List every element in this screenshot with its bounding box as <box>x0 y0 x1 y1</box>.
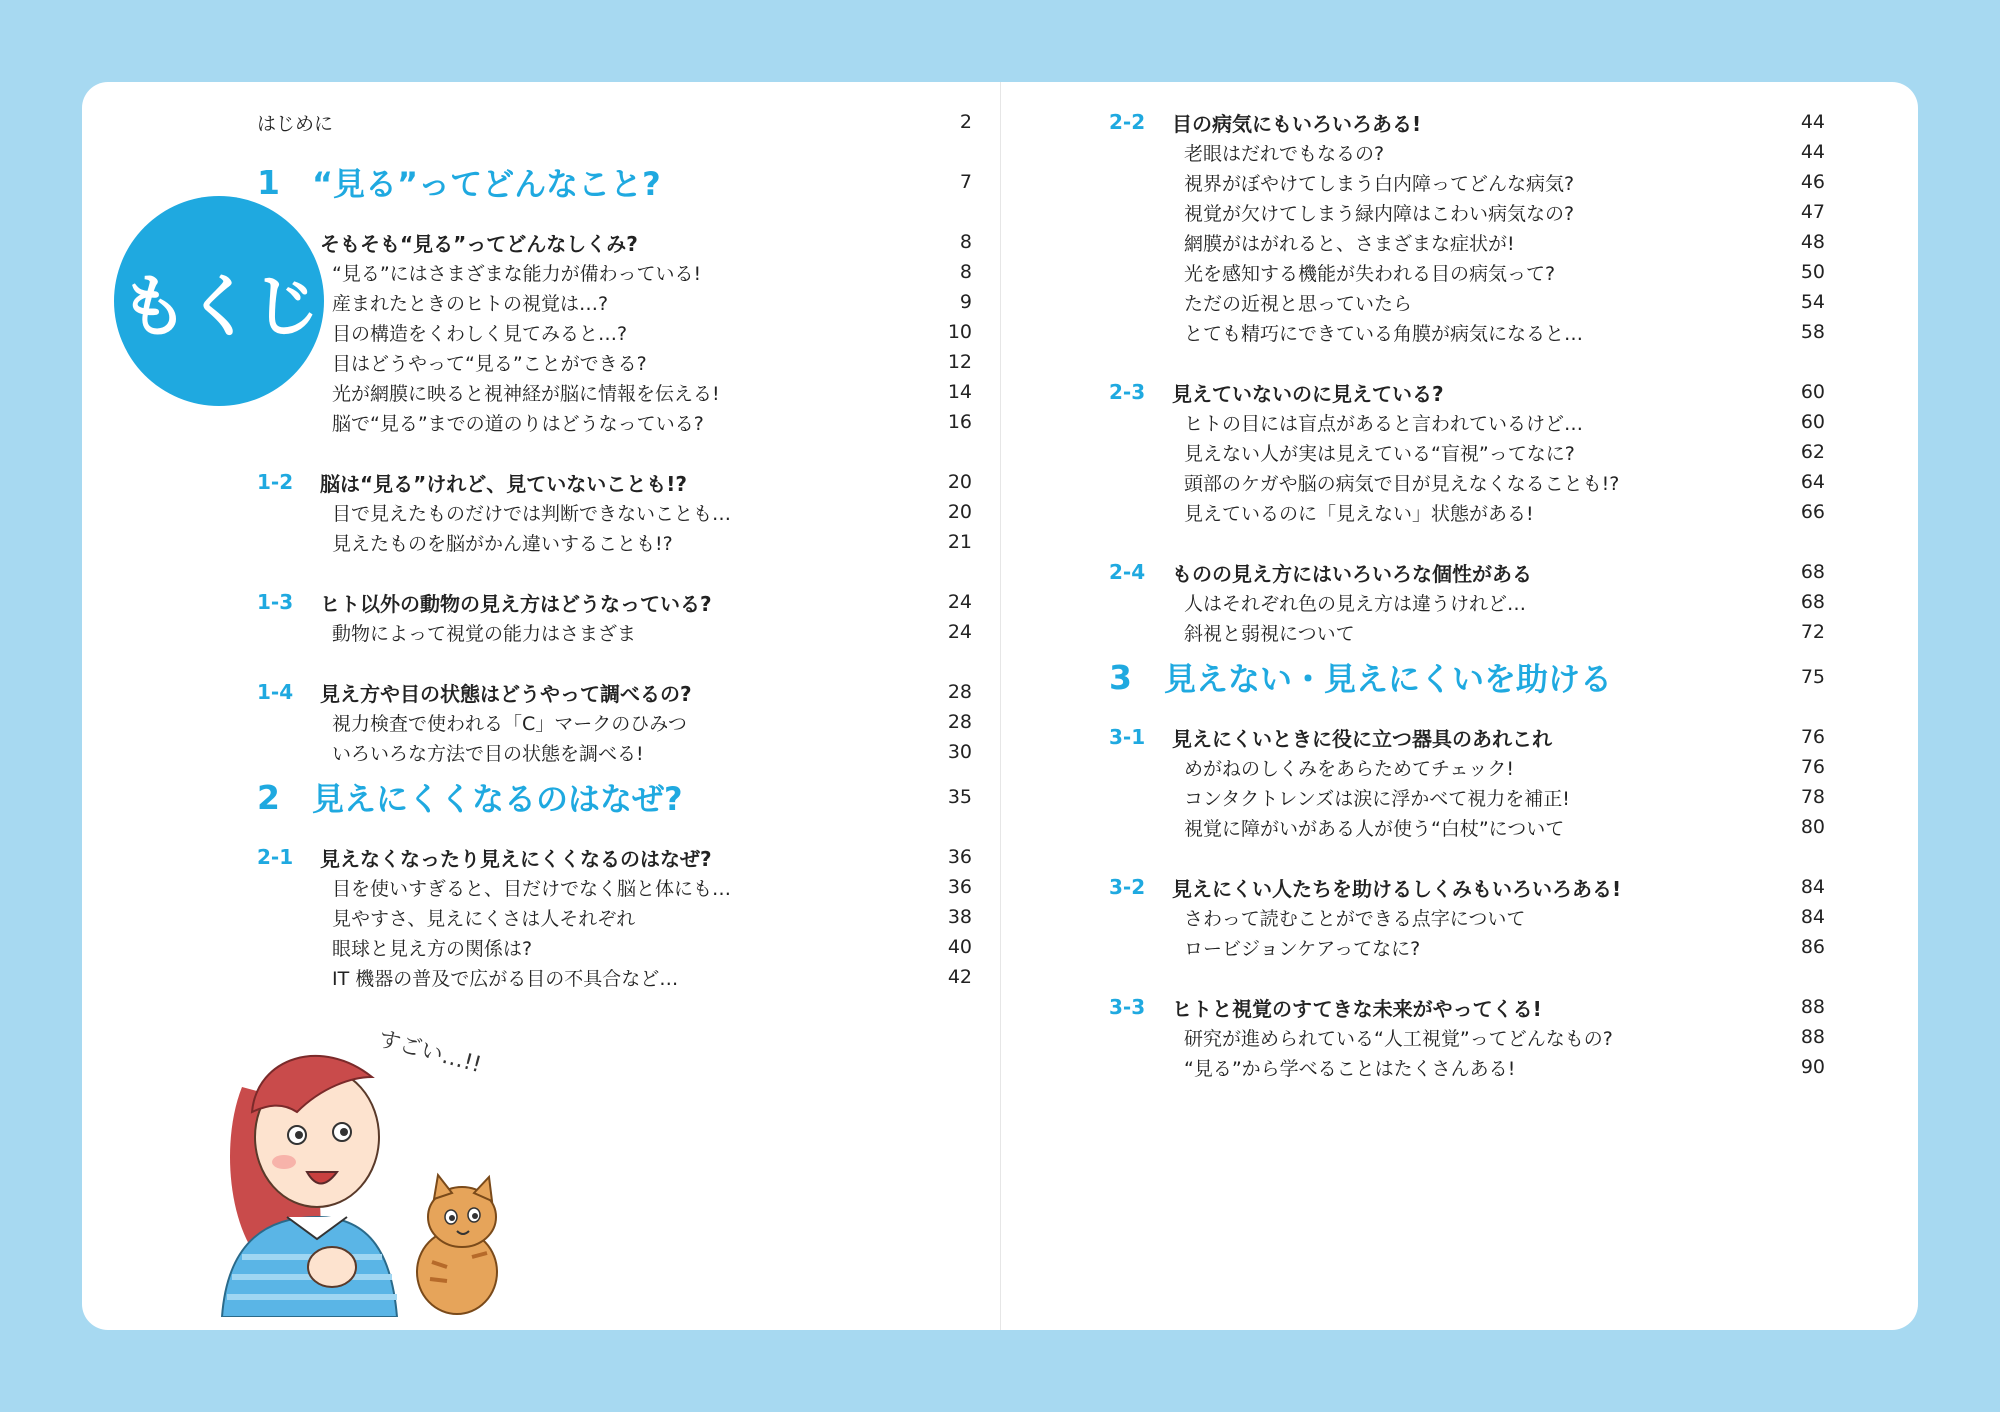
toc-item[interactable] <box>257 872 972 902</box>
item-title: 斜視と弱視について <box>1184 622 1355 645</box>
girl-and-cat-illustration <box>202 1017 522 1317</box>
item-title: 見えたものを脳がかん違いすることも!? <box>332 532 673 555</box>
chapter-2-2[interactable] <box>1109 107 1825 137</box>
toc-item[interactable] <box>1109 902 1825 932</box>
item-page: 10 <box>947 321 972 343</box>
item-title: とても精巧にできている角膜が病気になると… <box>1184 322 1584 345</box>
item-title: 見えない人が実は見えている“盲視”ってなに? <box>1184 442 1575 465</box>
chapter-title: ものの見え方にはいろいろな個性がある <box>1172 561 1532 586</box>
toc-left-page <box>257 107 972 992</box>
chapter-number: 3-2 <box>1109 875 1146 899</box>
chapter-1-3[interactable] <box>257 587 972 617</box>
toc-item[interactable] <box>257 527 972 557</box>
item-page: 88 <box>1800 1026 1825 1048</box>
item-title: “見る”にはさまざまな能力が備わっている! <box>332 262 702 285</box>
chapter-3-3[interactable] <box>1109 992 1825 1022</box>
item-page: 40 <box>947 936 972 958</box>
part-number: 3 <box>1109 657 1132 697</box>
item-title: 眼球と見え方の関係は? <box>332 937 533 960</box>
chapter-number: 2-1 <box>257 845 294 869</box>
item-title: 頭部のケガや脳の病気で目が見えなくなることも!? <box>1184 472 1620 495</box>
item-page: 30 <box>947 741 972 763</box>
toc-item[interactable] <box>257 737 972 767</box>
chapter-2-3[interactable] <box>1109 377 1825 407</box>
toc-intro[interactable] <box>257 107 972 137</box>
item-page: 12 <box>947 351 972 373</box>
chapter-page: 68 <box>1800 561 1825 583</box>
chapter-title: ヒトと視覚のすてきな未来がやってくる! <box>1172 996 1542 1021</box>
chapter-title: 見えにくい人たちを助けるしくみもいろいろある! <box>1172 876 1622 901</box>
chapter-title: 脳は“見る”けれど、見ていないことも!? <box>320 471 688 496</box>
item-title: 脳で“見る”までの道のりはどうなっている? <box>332 412 704 435</box>
item-page: 60 <box>1800 411 1825 433</box>
intro-title: はじめに <box>257 112 334 135</box>
toc-item[interactable] <box>1109 407 1825 437</box>
chapter-1-4[interactable] <box>257 677 972 707</box>
item-page: 58 <box>1800 321 1825 343</box>
toc-item[interactable] <box>1109 752 1825 782</box>
item-title: 視界がぼやけてしまう白内障ってどんな病気? <box>1184 172 1575 195</box>
toc-item[interactable] <box>257 317 972 347</box>
item-title: 人はそれぞれ色の見え方は違うけれど… <box>1184 592 1527 615</box>
item-title: IT 機器の普及で広がる目の不具合など… <box>332 967 679 990</box>
chapter-number: 2-3 <box>1109 380 1146 404</box>
part-3[interactable] <box>1109 657 1825 698</box>
toc-item[interactable] <box>1109 782 1825 812</box>
part-number: 1 <box>257 162 280 202</box>
item-title: 老眼はだれでもなるの? <box>1184 142 1385 165</box>
intro-page: 2 <box>959 111 972 133</box>
toc-item[interactable] <box>1109 1052 1825 1082</box>
item-page: 86 <box>1800 936 1825 958</box>
toc-item[interactable] <box>257 377 972 407</box>
item-page: 24 <box>947 621 972 643</box>
item-title: 目を使いすぎると、目だけでなく脳と体にも… <box>332 877 732 900</box>
toc-item[interactable] <box>1109 287 1825 317</box>
chapter-title: 見え方や目の状態はどうやって調べるの? <box>320 681 692 706</box>
chapter-number: 3-1 <box>1109 725 1146 749</box>
item-title: 見えているのに「見えない」状態がある! <box>1184 502 1534 525</box>
chapter-page: 88 <box>1800 996 1825 1018</box>
item-title: 産まれたときのヒトの視覚は…? <box>332 292 609 315</box>
toc-item[interactable] <box>1109 812 1825 842</box>
toc-item[interactable] <box>1109 137 1825 167</box>
item-title: “見る”から学べることはたくさんある! <box>1184 1057 1516 1080</box>
item-page: 28 <box>947 711 972 733</box>
item-page: 76 <box>1800 756 1825 778</box>
chapter-title: 見えにくいときに役に立つ器具のあれこれ <box>1172 726 1552 751</box>
speech-text: すごい…!! <box>375 1026 484 1079</box>
item-title: 光が網膜に映ると視神経が脳に情報を伝える! <box>332 382 720 405</box>
chapter-3-2[interactable] <box>1109 872 1825 902</box>
toc-item[interactable] <box>257 932 972 962</box>
item-page: 46 <box>1800 171 1825 193</box>
item-page: 68 <box>1800 591 1825 613</box>
chapter-page: 44 <box>1800 111 1825 133</box>
item-page: 38 <box>947 906 972 928</box>
toc-item[interactable] <box>1109 497 1825 527</box>
chapter-2-1[interactable] <box>257 842 972 872</box>
chapter-title: 目の病気にもいろいろある! <box>1172 111 1422 136</box>
item-page: 20 <box>947 501 972 523</box>
page-spine <box>1000 82 1001 1330</box>
toc-item[interactable] <box>257 497 972 527</box>
item-title: 動物によって視覚の能力はさまざま <box>332 622 637 645</box>
chapter-1-2[interactable] <box>257 467 972 497</box>
chapter-page: 20 <box>947 471 972 493</box>
toc-item[interactable] <box>257 617 972 647</box>
toc-item[interactable] <box>1109 317 1825 347</box>
toc-item[interactable] <box>1109 227 1825 257</box>
item-title: ただの近視と思っていたら <box>1184 292 1413 315</box>
chapter-number: 2-2 <box>1109 110 1146 134</box>
item-page: 44 <box>1800 141 1825 163</box>
chapter-page: 24 <box>947 591 972 613</box>
toc-item[interactable] <box>1109 167 1825 197</box>
chapter-number: 1-4 <box>257 680 294 704</box>
item-title: 目で見えたものだけでは判断できないことも… <box>332 502 732 525</box>
item-page: 66 <box>1800 501 1825 523</box>
item-title: いろいろな方法で目の状態を調べる! <box>332 742 644 765</box>
toc-item[interactable] <box>257 347 972 377</box>
item-title: 視覚が欠けてしまう緑内障はこわい病気なの? <box>1184 202 1575 225</box>
toc-item[interactable] <box>257 902 972 932</box>
item-title: 視力検査で使われる「C」マークのひみつ <box>332 712 687 735</box>
part-page: 75 <box>1800 666 1825 688</box>
chapter-page: 60 <box>1800 381 1825 403</box>
toc-item[interactable] <box>1109 467 1825 497</box>
item-title: ロービジョンケアってなに? <box>1184 937 1421 960</box>
part-page: 35 <box>947 786 972 808</box>
chapter-page: 76 <box>1800 726 1825 748</box>
item-page: 42 <box>947 966 972 988</box>
chapter-title: 見えていないのに見えている? <box>1172 381 1444 406</box>
toc-item[interactable] <box>1109 437 1825 467</box>
item-page: 21 <box>947 531 972 553</box>
toc-item[interactable] <box>1109 617 1825 647</box>
toc-item[interactable] <box>257 257 972 287</box>
toc-item[interactable] <box>257 287 972 317</box>
item-page: 48 <box>1800 231 1825 253</box>
item-page: 8 <box>959 261 972 283</box>
item-page: 14 <box>947 381 972 403</box>
part-page: 7 <box>959 171 972 193</box>
toc-item[interactable] <box>257 407 972 437</box>
chapter-page: 84 <box>1800 876 1825 898</box>
item-title: めがねのしくみをあらためてチェック! <box>1184 757 1515 780</box>
toc-item[interactable] <box>257 962 972 992</box>
chapter-number: 1-2 <box>257 470 294 494</box>
toc-item[interactable] <box>257 707 972 737</box>
part-1[interactable] <box>257 162 972 203</box>
toc-right-page <box>1109 107 1825 1082</box>
item-title: ヒトの目には盲点があると言われているけど… <box>1184 412 1584 435</box>
chapter-number: 2-4 <box>1109 560 1146 584</box>
item-page: 50 <box>1800 261 1825 283</box>
item-page: 64 <box>1800 471 1825 493</box>
item-page: 84 <box>1800 906 1825 928</box>
item-page: 78 <box>1800 786 1825 808</box>
item-page: 90 <box>1800 1056 1825 1078</box>
mokuji-badge <box>114 196 324 406</box>
item-title: 目の構造をくわしく見てみると…? <box>332 322 628 345</box>
item-page: 80 <box>1800 816 1825 838</box>
item-title: 網膜がはがれると、さまざまな症状が! <box>1184 232 1515 255</box>
part-title: “見る”ってどんなこと? <box>312 165 661 203</box>
item-page: 16 <box>947 411 972 433</box>
chapter-title: そもそも“見る”ってどんなしくみ? <box>320 231 638 256</box>
item-title: 視覚に障がいがある人が使う“白杖”について <box>1184 817 1565 840</box>
item-title: 見やすさ、見えにくさは人それぞれ <box>332 907 636 930</box>
chapter-number: 3-3 <box>1109 995 1146 1019</box>
toc-item[interactable] <box>1109 257 1825 287</box>
chapter-title: 見えなくなったり見えにくくなるのはなぜ? <box>320 846 712 871</box>
chapter-title: ヒト以外の動物の見え方はどうなっている? <box>320 591 712 616</box>
toc-item[interactable] <box>1109 1022 1825 1052</box>
badge-label: もくじ <box>119 267 318 347</box>
item-page: 9 <box>959 291 972 313</box>
chapter-number: 1-3 <box>257 590 294 614</box>
chapter-2-4[interactable] <box>1109 557 1825 587</box>
chapter-page: 36 <box>947 846 972 868</box>
part-title: 見えにくくなるのはなぜ? <box>312 780 683 818</box>
item-page: 72 <box>1800 621 1825 643</box>
chapter-3-1[interactable] <box>1109 722 1825 752</box>
item-title: 光を感知する機能が失われる目の病気って? <box>1184 262 1556 285</box>
item-title: さわって読むことができる点字について <box>1184 907 1526 930</box>
toc-item[interactable] <box>1109 197 1825 227</box>
part-title: 見えない・見えにくいを助ける <box>1164 660 1613 698</box>
item-page: 36 <box>947 876 972 898</box>
chapter-1-1[interactable] <box>257 227 972 257</box>
item-page: 54 <box>1800 291 1825 313</box>
item-page: 47 <box>1800 201 1825 223</box>
item-title: 目はどうやって“見る”ことができる? <box>332 352 647 375</box>
chapter-page: 28 <box>947 681 972 703</box>
part-2[interactable] <box>257 777 972 818</box>
item-page: 62 <box>1800 441 1825 463</box>
item-title: 研究が進められている“人工視覚”ってどんなもの? <box>1184 1027 1613 1050</box>
item-title: コンタクトレンズは涙に浮かべて視力を補正! <box>1184 787 1570 810</box>
toc-item[interactable] <box>1109 587 1825 617</box>
toc-item[interactable] <box>1109 932 1825 962</box>
toc-spread <box>82 82 1918 1330</box>
chapter-page: 8 <box>959 231 972 253</box>
part-number: 2 <box>257 777 280 817</box>
